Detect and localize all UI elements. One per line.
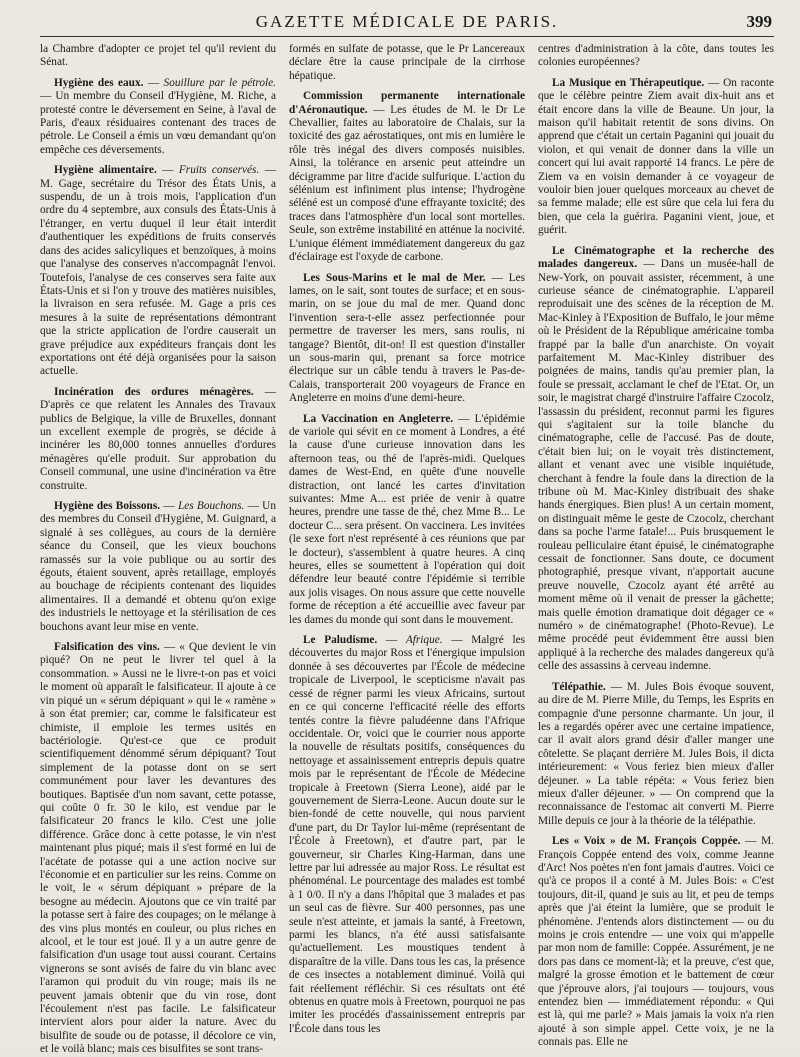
article-text: Les études de M. le Dr Le Chevallier, faites au laboratoire de Chalais, sur la toxicité des gaz aérostatiques, ont mis en lumière le rôle très inégal des divers composés nuisibles. Ainsi, la tolérance en arsenic peut atteindre un décigramme par litre d'acide sulfurique. L'action du sélénium est infiniment plus intense; l'hydrogène séléné est un composé d'une effrayante toxicité; des traces dans l'atmosphère d'un local sont mortelles. Seule, son extrême instabilité en atténue la nocivité. L'unique élément immédiatement dangereux du gaz d'éclairage est l'oxyde de carbone. xyxy=(289,103,525,264)
article-paragraph: Commission permanente internationale d'Aéronautique. — Les études de M. le Dr Le Chevallier, faites au laboratoire de Chalais, sur la toxicité des gaz aérostatiques, ont mis en lumière le rôle très inégal des divers composés nuisibles. Ainsi, la tolérance en arsenic peut atteindre un décigramme par litre d'acide sulfurique. L'action du sélénium est infiniment plus intense; l'hydrogène séléné est un composé d'une effrayante toxicité; des traces dans l'atmosphère d'un local sont mortelles. Seule, son extrême instabilité en atténue la nocivité. L'unique élément immédiatement dangereux du gaz d'éclairage est l'oxyde de carbone. xyxy=(289,90,525,264)
article-subheading: Les Bouchons. xyxy=(177,500,245,512)
article-paragraph: Falsification des vins. — « Que devient le vin piqué? On ne peut le livrer tel quel à la consommation. » Aussi ne le livre-t-on pas et voici le moment où apparaît le falsificateur. Il ajoute à ce vin piqué un « sérum dépiquant » qui le « ramène » à son état premier; car, comme le falsificateur est chimiste, il emploie les termes usités en bactériologie. Qu'est-ce que ce produit scientifiquement dénommé sérum dépiquant? Tout simplement de la potasse dont on se sert communément pour laver les devantures des boutiques. Baptisée d'un nom savant, cette potasse, qui coûte 0 fr. 30 le kilo, est vendue par le falsificateur 20 francs le kilo. C'est une jolie différence. Grâce donc à cette potasse, le vin n'est maintenant plus piqué; mais il s'est formé en lui de l'acétate de potasse qui a une action nocive sur l'économie et en particulier sur les reins. Comme on le voit, le « sérum dépiquant » prépare de la besogne au médecin. Ajoutons que ce vin traité par la potasse sert à faire des coupages; on le mélange à des vins plus montés en couleur, ou plus riches en alcool, et le tour est joué. Il y a un autre genre de falsification d'un usage tout aussi courant. Certains vignerons se sont avisés de faire du vin blanc avec l'aramon qui produit du vin rouge; mais ils ne peuvent jamais obtenir que du vin rose, dont l'écoulement n'est pas facile. Le falsificateur intervient alors pour aider la nature. Avec du bisulfite de soude ou de potasse, il décolore ce vin, et le voilà blanc; mais ces bisulfites se sont trans- xyxy=(40,641,276,1056)
article-subheading: Afrique. xyxy=(405,634,443,647)
article-paragraph xyxy=(289,43,525,83)
article-text: M. Jules Bois évoque souvent, au dire de M. Pierre Mille, du Temps, les Esprits en compagnie d'une personne charmante. Un jour, il les a regardés opérer avec une certaine impatience, car il avait alors grand désir d'aller manger une côtelette. Se plaçant derrière M. Jules Bois, il dicta intérieurement: « Vous feriez bien mieux d'aller déjeuner. » La table répéta: « Vous feriez bien mieux d'aller déjeuner. » — On comprend que la reconnaissance de l'estomac ait converti M. Pierre Mille depuis ce jour à la théorie de la télépathie. xyxy=(538,680,774,827)
article-text: centres d'administration à la côte, dans toutes les colonies européennes? xyxy=(538,43,774,69)
article-paragraph: Hygiène des eaux. — Souillure par le pétrole. — Un membre du Conseil d'Hygiène, M. Riche, a protesté contre le déversement en Seine, à l'aval de Paris, d'eaux résiduaires contenant des traces de pétrole. Le Conseil a émis un vœu demandant qu'on empêche ces déversements. xyxy=(40,76,276,156)
article-heading: Incinération des ordures ménagères. xyxy=(54,385,254,398)
article-paragraph xyxy=(40,43,276,70)
article-paragraph: Le Paludisme. — Afrique. — Malgré les découvertes du major Ross et l'énergique impulsion donnée à ses découvertes par l'École de médecine tropicale de Liverpool, le scepticisme n'avait pas cessé de régner parmi les vieux Africains, surtout en ce qui concerne l'efficacité réelle des efforts tentés contre la fièvre paludéenne dans l'Afrique occidentale. Or, voici que le courrier nous apporte la nouvelle de résultats positifs, conséquences du nettoyage et assainissement entrepris depuis quatre mois par le représentant de l'École de Médecine tropicale à Freetown (Sierra Leone), aidé par le gouvernement de Sierra-Leone. Aucun doute sur le bien-fondé de cette nouvelle, qui nous parvient d'une part, du Dr Taylor lui-même (représentant de l'École à Freetown), et d'autre part, par le gouverneur, sir Charles King-Harman, dans une lettre par lui adressée au major Ross. Le résultat est phénoménal. Le pourcentage des malades est tombé à 1 0/0. Il n'y a dans l'hôpital que 3 malades et pas un seul cas de fièvre. Sur 400 personnes, pas une seule n'est atteinte, et jamais la santé, à Freetown, parmi les blancs, n'a été aussi satisfaisante qu'actuellement. Les moustiques tendent à disparaître de la ville. Dans tous les cas, la présence de ces insectes a notablement diminué. Voilà qui fait réellement réfléchir. Si ces résultats ont été obtenus en quatre mois à Freetown, pourquoi ne pas imiter les procédés d'assainissement entrepris par l'École dans tous les xyxy=(289,634,526,1035)
article-heading: Le Cinématographe et la recherche des malades dangereux. xyxy=(538,244,774,271)
article-text: M. François Coppée entend des voix, comme Jeanne d'Arc! Nos poètes n'en font jamais d'autres. Voici ce qu'à ce propos il a conté à M. Jules Bois: « C'est toujours, dit-il, quand je suis au lit, et peu de temps après que j'ai éteint la lumière, que se produit le phénomène. J'entends alors distinctement — ou du moins je crois entendre — une voix qui m'appelle par mon nom de famille: Coppée. Assurément, je ne dors pas dans ce moment-là; et la preuve, c'est que, malgré la grosse émotion et le battement de cœur que j'éprouve alors, j'ai toujours — toujours, vous entendez bien — immédiatement répondu: « Qui est là, qui me parle? » Mais jamais la voix n'a rien ajouté à son simple appel. Cette voix, je ne la connais pas. Elle ne xyxy=(538,835,774,1049)
article-heading: Télépathie. xyxy=(552,680,606,693)
article-text: Les lames, on le sait, sont toutes de surface; et en sous-marin, on se joue du mal de mer. Quand donc l'invention sera-t-elle assez perfectionnée pour permettre de traverser les mers, sans roulis, ni tangage? Bientôt, dit-on! Il est question d'installer un sous-marin qui, prenant sa force motrice électrique sur un câble tendu à travers le Pas-de-Calais, transporterait 200 voyageurs de France en Angleterre en moins d'une demi-heure. xyxy=(289,271,525,405)
article-text: « Que devient le vin piqué? On ne peut le livrer tel quel à la consommation. » Aussi ne le livre-t-on pas et voici le moment où apparaît le falsificateur. Il ajoute à ce vin piqué un « sérum dépiquant » qui le « ramène » à son état premier; car, comme le falsificateur est chimiste, il emploie les termes usités en bactériologie. Qu'est-ce que ce produit scientifiquement dénommé sérum dépiquant? Tout simplement de la potasse dont on se sert communément pour laver les devantures des boutiques. Baptisée d'un nom savant, cette potasse, qui coûte 0 fr. 30 le kilo, est vendue par le falsificateur 20 francs le kilo. C'est une jolie différence. Grâce donc à cette potasse, le vin n'est maintenant plus piqué; mais il s'est formé en lui de l'acétate de potasse qui a une action nocive sur l'économie et en particulier sur les reins. Comme on le voit, le « sérum dépiquant » prépare de la besogne au médecin. Ajoutons que ce vin traité par la potasse sert à faire des coupages; on le mélange à des vins plus montés en couleur, ou plus riches en alcool, et le tour est joué. Il y a un autre genre de falsification d'un usage tout aussi courant. Certains vignerons se sont avisés de faire du vin blanc avec l'aramon qui produit du vin rouge; mais ils ne peuvent jamais obtenir que du vin rose, dont l'écoulement n'est pas facile. Le falsificateur intervient alors pour aider la nature. Avec du bisulfite de soude ou de potasse, il décolore ce vin, et le voilà blanc; mais ces bisulfites se sont trans- xyxy=(40,641,276,1056)
article-heading: Hygiène alimentaire. xyxy=(54,164,157,177)
article-text: Malgré les découvertes du major Ross et l'énergique impulsion donnée à ses découvertes par l'École de médecine tropicale de Liverpool, le scepticisme n'avait pas cessé de régner parmi les vieux Africains, surtout en ce qui concerne l'efficacité réelle des efforts tentés contre la fièvre paludéenne dans l'Afrique occidentale. Or, voici que le courrier nous apporte la nouvelle de résultats positifs, conséquences du nettoyage et assainissement entrepris depuis quatre mois par le représentant de l'École de Médecine tropicale à Freetown (Sierra Leone), aidé par le gouvernement de Sierra-Leone. Aucun doute sur le bien-fondé de cette nouvelle, qui nous parvient d'une part, du Dr Taylor lui-même (représentant de l'École à Freetown), et d'autre part, par le gouverneur, sir Charles King-Harman, dans une lettre par lui adressée au major Ross. Le résultat est phénoménal. Le pourcentage des malades est tombé à 1 0/0. Il n'y a dans l'hôpital que 3 malades et pas un seul cas de fièvre. Sur 400 personnes, pas une seule n'est atteinte, et jamais la santé, à Freetown, parmi les blancs, n'a été aussi satisfaisante qu'actuellement. Les moustiques tendent à disparaître de la ville. Dans tous les cas, la présence de ces insectes a notablement diminué. Voilà qui fait réellement réfléchir. Si ces résultats ont été obtenus en quatre mois à Freetown, pourquoi ne pas imiter les procédés d'assainissement entrepris par l'École dans tous les xyxy=(289,634,526,1035)
article-paragraph: La Musique en Thérapeutique. — On raconte que le célèbre peintre Ziem avait dix-huit ans et était encore dans la ville de Beaune. Un jour, la maison qu'il habitait retentit de sons divins. On apprend que c'était un certain Paganini qui jouait du violon, et qui venait de donner dans la ville un concert qui lui avait rapporté 14 francs. Le père de Ziem va en voisin demander à ce voyageur de vouloir bien jouer quelques morceaux au chevet de sa femme malade; elle est sûre que cela lui fera du bien, que cela la guérira. Paganini vient, joue, et guérit. xyxy=(538,76,775,237)
article-paragraph: Incinération des ordures ménagères. — D'après ce que relatent les Annales des Travaux publics de Belgique, la ville de Bruxelles, donnant un excellent exemple de progrès, se décide à incinérer les 80,000 tonnes annuelles d'ordures ménagères qu'elle produit. Sur approbation du Conseil communal, une usine d'incinération va être construite. xyxy=(40,385,276,492)
article-text: la Chambre d'adopter ce projet tel qu'il revient du Sénat. xyxy=(40,43,276,69)
article-text: Dans un musée-hall de New-York, on pouvait assister, récemment, à une curieuse séance de cinématographie. L'appareil reproduisait une des scènes de la réception de M. Mac-Kinley à l'Exposition de Buffalo, le jour même où le Président de la République américaine tomba frappé par la balle d'un anarchiste. On voyait parfaitement M. Mac-Kinley distribuer des poignées de mains, tandis qu'au premier plan, la foule se pressait, acclamant le chef de l'Etat. Or, un soir, le magistrat chargé d'instruire l'affaire Czocolz, l'assassin du président, reconnut parmi les figures qui s'agitaient sur la toile blanche du cinématographe, celle de l'accusé. Pas de doute, c'était bien lui; on le voyait très distinctement, allant et venant avec une visible inquiétude, cherchant à fendre la foule dans la direction de la tribune où M. Mac-Kinley distribuait des shake hands énergiques. Bien plus! A un certain moment, on distinguait même le geste de Czocolz, cherchant dans sa poche l'arme fatale!... Puis brusquement le rouleau pelliculaire étant épuisé, le cinématographe cessait de fonctionner. Sans doute, ce document photographié, presque vivant, n'apportait aucune preuve nouvelle, Czocolz ayant été arrêté au moment même où il venait de presser la gâchette; mais quelle émotion dramatique doit dégager ce « numéro » de cinématographe! (Photo-Revue). Le même procédé peut évidemment être aussi bien appliqué à la recherche des malades dangereux qu'à celle des assassins à cerveau indemne. xyxy=(538,258,774,673)
article-paragraph: Hygiène alimentaire. — Fruits conservés. — M. Gage, secrétaire du Trésor des États Unis, a suspendu, de un à trois mois, l'application d'un ordre du 4 septembre, aux consuls des États-Unis à l'étranger, en vertu duquel il leur était interdit d'authentiquer les expéditions de fruits conservés dans des acides salicyliques et benzoïques, à moins que l'analyse des conserves n'accompagnât l'envoi. Toutefois, l'analyse de ces conserves sera faite aux États-Unis et si l'on y trouve des matières nuisibles, la livraison en sera refusée. M. Gage a pris ces mesures à la suite de représentations démontrant que la stricte application de l'ordre causerait un grave préjudice aux expéditeurs français dont les exportations ont été déjà organisées pour la saison actuelle. xyxy=(40,164,276,378)
article-heading: Falsification des vins. xyxy=(54,641,160,654)
article-paragraph: Les Sous-Marins et le mal de Mer. — Les lames, on le sait, sont toutes de surface; et en sous-marin, on se joue du mal de mer. Quand donc l'invention sera-t-elle assez perfectionnée pour permettre de traverser les mers, sans roulis, ni tangage? Bientôt, dit-on! Il est question d'installer un sous-marin qui, prenant sa force motrice électrique sur un câble tendu à travers le Pas-de-Calais, transporterait 200 voyageurs de France en Angleterre en moins d'une demi-heure. xyxy=(289,271,525,405)
article-text: Un des membres du Conseil d'Hygiène, M. Guignard, a signalé à ses collègues, au cours de la dernière séance du Conseil, que les vieux bouchons ramassés sur la voie publique ou au sortir des égouts, étaient souvent, après retaillage, employés au bouchage de récipients contenant des liquides alimentaires. Il a demandé et obtenu qu'on exige des industriels le nettoyage et la stérilisation de ces bouchons avant leur mise en vente. xyxy=(40,500,276,633)
column-1 xyxy=(40,43,276,1056)
article-paragraph: Télépathie. — M. Jules Bois évoque souvent, au dire de M. Pierre Mille, du Temps, les Esprits en compagnie d'une personne charmante. Un jour, il les a regardés opérer avec une certaine impatience, car il avait alors grand désir d'aller manger une côtelette. Se plaçant derrière M. Jules Bois, il dicta intérieurement: « Vous feriez bien mieux d'aller déjeuner. » La table répéta: « Vous feriez bien mieux d'aller déjeuner. » — On comprend que la reconnaissance de l'estomac ait converti M. Pierre Mille depuis ce jour à la théorie de la télépathie. xyxy=(538,680,774,827)
column-2 xyxy=(289,43,525,1033)
article-heading: Les Sous-Marins et le mal de Mer. xyxy=(303,271,486,284)
article-text: Un membre du Conseil d'Hygiène, M. Riche, a protesté contre le déversement en Seine, à l'aval de Paris, d'eaux résiduaires contenant des traces de pétrole. Le Conseil a émis un vœu demandant qu'on empêche ces déversements. xyxy=(40,90,276,156)
text-columns xyxy=(40,43,775,1056)
article-heading: Les « Voix » de M. François Coppée. xyxy=(552,835,741,848)
article-paragraph: Les « Voix » de M. François Coppée. — M. François Coppée entend des voix, comme Jeanne d'Arc! Nos poètes n'en font jamais d'autres. Voici ce qu'à ce propos il a conté à M. Jules Bois: « C'est toujours, dit-il, quand je suis au lit, et peu de temps après que j'ai éteint la lumière, que se produit le phénomène. J'entends alors distinctement — ou du moins je crois entendre — une voix qui m'appelle par mon nom de famille: Coppée. Assurément, je ne dors pas dans ce moment-là; et la preuve, c'est que, malgré la grosse émotion et le battement de cœur que j'éprouve alors, j'ai toujours — toujours, vous entendez bien — immédiatement répondu: « Qui est là, qui me parle? » Mais jamais la voix n'a rien ajouté à son simple appel. Cette voix, je ne la connais pas. Elle ne xyxy=(538,835,774,1049)
article-paragraph: La Vaccination en Angleterre. — L'épidémie de variole qui sévit en ce moment à Londres, a été la cause d'une curieuse innovation dans les afternoon teas, ou thé de l'après-midi. Quelques dames de West-End, en quête d'une nouvelle distraction, ont lancé les cartes d'invitation suivantes: Mme A... est priée de venir à quatre heures, prendre une tasse de thé, chez Mme B... Le docteur C... sera présent. On vaccinera. Les invitées (le sexe fort n'est représenté à ces réunions que par le docteur), s'assemblent à quatre heures. A cinq heures, elles se soumettent à l'opération qui doit défendre leur beauté contre l'épidémie si terrible aux jolis visages. On nous assure que cette nouvelle forme de réception a été accueillie avec faveur par les dames du monde qui sont dans le mouvement. xyxy=(289,412,525,626)
journal-title: GAZETTE MÉDICALE DE PARIS. xyxy=(255,12,559,31)
article-text: On raconte que le célèbre peintre Ziem avait dix-huit ans et était encore dans la ville de Beaune. Un jour, la maison qu'il habitait retentit de sons divins. On apprend que c'était un certain Paganini qui jouait du violon, et qui venait de donner dans la ville un concert qui lui avait rapporté 14 francs. Le père de Ziem va en voisin demander à ce voyageur de vouloir bien jouer quelques morceaux au chevet de sa femme malade; elle est sûre que cela lui fera du bien, que cela la guérira. Paganini vient, joue, et guérit. xyxy=(538,76,775,237)
article-heading: Hygiène des eaux. xyxy=(54,76,144,89)
article-text: L'épidémie de variole qui sévit en ce moment à Londres, a été la cause d'une curieuse innovation dans les afternoon teas, ou thé de l'après-midi. Quelques dames de West-End, en quête d'une nouvelle distraction, ont lancé les cartes d'invitation suivantes: Mme A... est priée de venir à quatre heures, prendre une tasse de thé, chez Mme B... Le docteur C... sera présent. On vaccinera. Les invitées (le sexe fort n'est représenté à ces réunions que par le docteur), s'assemblent à quatre heures. A cinq heures, elles se soumettent à l'opération qui doit défendre leur beauté contre l'épidémie si terrible aux jolis visages. On nous assure que cette nouvelle forme de réception a été accueillie avec faveur par les dames du monde qui sont dans le mouvement. xyxy=(289,412,525,626)
article-paragraph: Le Cinématographe et la recherche des malades dangereux. — Dans un musée-hall de New-York, on pouvait assister, récemment, à une curieuse séance de cinématographie. L'appareil reproduisait une des scènes de la réception de M. Mac-Kinley à l'Exposition de Buffalo, le jour même où le Président de la République américaine tomba frappé par la balle d'un anarchiste. On voyait parfaitement M. Mac-Kinley distribuer des poignées de mains, tandis qu'au premier plan, la foule se pressait, acclamant le chef de l'Etat. Or, un soir, le magistrat chargé d'instruire l'affaire Czocolz, l'assassin du président, reconnut parmi les figures qui s'agitaient sur la toile blanche du cinématographe, celle de l'accusé. Pas de doute, c'était bien lui; on le voyait très distinctement, allant et venant avec une visible inquiétude, cherchant à fendre la foule dans la direction de la tribune où M. Mac-Kinley distribuait des shake hands énergiques. Bien plus! A un certain moment, on distinguait même le geste de Czocolz, cherchant dans sa poche l'arme fatale!... Puis brusquement le rouleau pelliculaire étant épuisé, le cinématographe cessait de fonctionner. Sans doute, ce document photographié, presque vivant, n'apportait aucune preuve nouvelle, Czocolz ayant été arrêté au moment même où il venait de presser la gâchette; mais quelle émotion dramatique doit dégager ce « numéro » de cinématographe! (Photo-Revue). Le même procédé peut évidemment être aussi bien appliqué à la recherche des malades dangereux qu'à celle des assassins à cerveau indemne. xyxy=(538,244,774,673)
running-head xyxy=(40,10,774,37)
article-paragraph: Hygiène des Boissons. — Les Bouchons. — Un des membres du Conseil d'Hygiène, M. Guignard, a signalé à ses collègues, au cours de la dernière séance du Conseil, que les vieux bouchons ramassés sur la voie publique ou au sortir des égouts, étaient souvent, après retaillage, employés au bouchage de récipients contenant des liquides alimentaires. Il a demandé et obtenu qu'on exige des industriels le nettoyage et la stérilisation de ces bouchons avant leur mise en vente. xyxy=(40,500,276,633)
article-heading: Hygiène des Boissons. xyxy=(54,500,161,512)
article-subheading: Souillure par le pétrole. xyxy=(163,76,276,89)
article-heading: La Vaccination en Angleterre. xyxy=(303,412,454,425)
article-text: formés en sulfate de potasse, que le Pr Lancereaux déclare être la cause principale de la cirrhose hépatique. xyxy=(289,43,525,82)
article-heading: Commission permanente internationale d'Aéronautique. xyxy=(289,90,525,116)
page-number: 399 xyxy=(746,12,772,31)
article-text: M. Gage, secrétaire du Trésor des États Unis, a suspendu, de un à trois mois, l'application d'un ordre du 4 septembre, aux consuls des États-Unis à l'étranger, en vertu duquel il leur était interdit d'authentiquer les expéditions de fruits conservés dans des acides salicyliques et benzoïques, à moins que l'analyse des conserves n'accompagnât l'envoi. Toutefois, l'analyse de ces conserves sera faite aux États-Unis et si l'on y trouve des matières nuisibles, la livraison en sera refusée. M. Gage a pris ces mesures à la suite de représentations démontrant que la stricte application de l'ordre causerait un grave préjudice aux expéditeurs français dont les exportations ont été déjà organisées pour la saison actuelle. xyxy=(40,177,276,378)
article-subheading: Fruits conservés. xyxy=(178,164,260,177)
column-3 xyxy=(538,43,775,1049)
article-heading: La Musique en Thérapeutique. xyxy=(552,76,705,89)
article-heading: Le Paludisme. xyxy=(303,634,378,647)
article-paragraph xyxy=(538,43,774,70)
article-text: D'après ce que relatent les Annales des Travaux publics de Belgique, la ville de Bruxelles, donnant un excellent exemple de progrès, se décide à incinérer les 80,000 tonnes annuelles d'ordures ménagères qu'elle produit. Sur approbation du Conseil communal, une usine d'incinération va être construite. xyxy=(40,399,276,492)
